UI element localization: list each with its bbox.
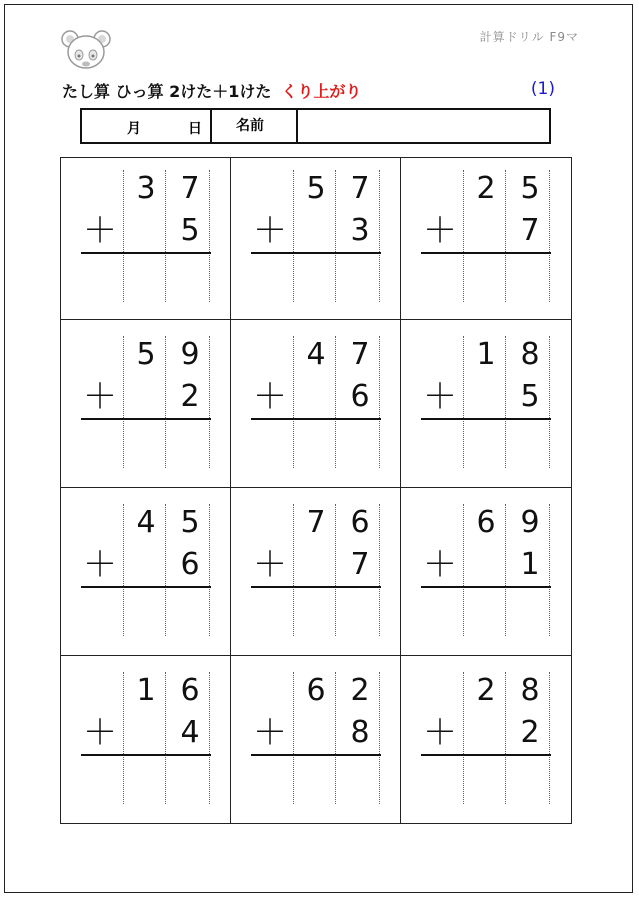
plus-sign: ＋ — [83, 545, 117, 585]
addend-tens-digit: 5 — [136, 337, 156, 372]
answer-area[interactable] — [421, 256, 551, 302]
sum-line — [251, 252, 381, 254]
second-addend-digit: 6 — [350, 379, 370, 414]
plus-sign: ＋ — [423, 545, 457, 585]
addend-ones-digit: 5 — [520, 171, 540, 206]
answer-area[interactable] — [251, 590, 381, 636]
problem-cell — [60, 320, 231, 488]
name-date-box — [80, 108, 551, 144]
second-addend-digit: 3 — [350, 213, 370, 248]
sum-line — [421, 418, 551, 420]
sum-line — [251, 418, 381, 420]
plus-sign: ＋ — [423, 377, 457, 417]
answer-area[interactable] — [81, 422, 211, 468]
second-addend-digit: 7 — [520, 213, 540, 248]
plus-sign: ＋ — [253, 713, 287, 753]
brand-label: 計算ドリル F9マ — [479, 30, 579, 44]
addend-ones-digit: 9 — [520, 505, 540, 540]
problem-cell — [231, 320, 401, 488]
bear-logo-icon — [60, 28, 112, 70]
second-addend-digit: 6 — [180, 547, 200, 582]
addend-tens-digit: 5 — [306, 171, 326, 206]
sum-line — [421, 252, 551, 254]
addend-tens-digit: 4 — [306, 337, 326, 372]
second-addend-digit: 5 — [520, 379, 540, 414]
sum-line — [81, 754, 211, 756]
sum-line — [251, 586, 381, 588]
plus-sign: ＋ — [423, 713, 457, 753]
title-highlight: くり上がり — [281, 82, 362, 101]
answer-area[interactable] — [81, 256, 211, 302]
problem-cell — [60, 157, 231, 320]
problem-cell — [401, 320, 572, 488]
sheet-number: (1) — [530, 79, 555, 99]
problem-cell — [401, 157, 572, 320]
sum-line — [421, 586, 551, 588]
second-addend-digit: 7 — [350, 547, 370, 582]
addend-ones-digit: 7 — [180, 171, 200, 206]
addend-ones-digit: 7 — [350, 337, 370, 372]
addend-tens-digit: 1 — [136, 673, 156, 708]
addend-ones-digit: 7 — [350, 171, 370, 206]
addend-tens-digit: 2 — [476, 171, 496, 206]
addend-ones-digit: 6 — [180, 673, 200, 708]
second-addend-digit: 2 — [520, 715, 540, 750]
worksheet-title — [62, 79, 361, 102]
addend-tens-digit: 1 — [476, 337, 496, 372]
name-label: 名前 — [212, 110, 298, 142]
problem-cell — [60, 656, 231, 824]
answer-area[interactable] — [251, 758, 381, 804]
addend-ones-digit: 8 — [520, 337, 540, 372]
second-addend-digit: 5 — [180, 213, 200, 248]
second-addend-digit: 8 — [350, 715, 370, 750]
problem-cell — [60, 488, 231, 656]
addend-ones-digit: 9 — [180, 337, 200, 372]
addend-ones-digit: 2 — [350, 673, 370, 708]
plus-sign: ＋ — [83, 211, 117, 251]
answer-area[interactable] — [421, 758, 551, 804]
addend-tens-digit: 6 — [306, 673, 326, 708]
answer-area[interactable] — [251, 422, 381, 468]
second-addend-digit: 2 — [180, 379, 200, 414]
addend-tens-digit: 6 — [476, 505, 496, 540]
addend-tens-digit: 2 — [476, 673, 496, 708]
day-label: 日 — [188, 121, 202, 137]
second-addend-digit: 1 — [520, 547, 540, 582]
addend-tens-digit: 3 — [136, 171, 156, 206]
name-field[interactable] — [298, 110, 549, 142]
addend-ones-digit: 6 — [350, 505, 370, 540]
answer-area[interactable] — [81, 758, 211, 804]
addend-ones-digit: 8 — [520, 673, 540, 708]
answer-area[interactable] — [421, 590, 551, 636]
sum-line — [81, 252, 211, 254]
problem-cell — [231, 157, 401, 320]
plus-sign: ＋ — [253, 545, 287, 585]
addend-ones-digit: 5 — [180, 505, 200, 540]
problem-cell — [231, 488, 401, 656]
date-field[interactable] — [82, 110, 212, 142]
problem-grid — [60, 157, 572, 824]
sum-line — [81, 418, 211, 420]
plus-sign: ＋ — [253, 211, 287, 251]
sum-line — [81, 586, 211, 588]
plus-sign: ＋ — [83, 377, 117, 417]
answer-area[interactable] — [251, 256, 381, 302]
plus-sign: ＋ — [423, 211, 457, 251]
second-addend-digit: 4 — [180, 715, 200, 750]
sum-line — [421, 754, 551, 756]
problem-cell — [401, 656, 572, 824]
month-label: 月 — [127, 121, 141, 137]
problem-cell — [231, 656, 401, 824]
sum-line — [251, 754, 381, 756]
answer-area[interactable] — [81, 590, 211, 636]
title-main: たし算 ひっ算 2けた＋1けた — [62, 82, 272, 101]
addend-tens-digit: 7 — [306, 505, 326, 540]
addend-tens-digit: 4 — [136, 505, 156, 540]
answer-area[interactable] — [421, 422, 551, 468]
plus-sign: ＋ — [83, 713, 117, 753]
problem-cell — [401, 488, 572, 656]
plus-sign: ＋ — [253, 377, 287, 417]
